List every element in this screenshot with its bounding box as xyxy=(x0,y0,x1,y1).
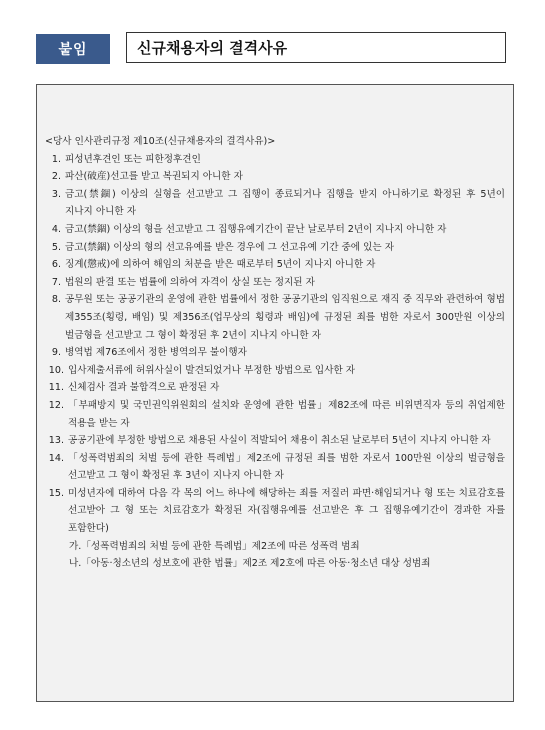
regulation-heading: <당사 인사관리규정 제10조(신규채용자의 결격사유)> xyxy=(45,136,276,147)
item-number: 4. xyxy=(51,223,61,235)
item-text: 「부패방지 및 국민권익위원회의 설치와 운영에 관한 법률」제82조에 따른 비위면직자 등의 취업제한 적용을 받는 자 xyxy=(68,399,505,429)
item-text: 피성년후견인 또는 피한정후견인 xyxy=(65,153,201,165)
item-number: 12. xyxy=(48,399,64,411)
item-number: 2. xyxy=(51,171,61,183)
item-text: 금고(禁錮) 이상의 형을 선고받고 그 집행유예기간이 끝난 날로부터 2년이 지나지 아니한 자 xyxy=(65,223,447,235)
item-text: 징계(懲戒)에 의하여 해임의 처분을 받은 때로부터 5년이 지나지 아니한 자 xyxy=(65,259,376,271)
item-text: 신체검사 결과 불합격으로 판정된 자 xyxy=(68,382,220,394)
item-number: 7. xyxy=(51,276,61,288)
content-panel xyxy=(36,84,514,702)
list-item xyxy=(45,274,505,292)
item-number: 11. xyxy=(48,382,64,394)
item-text: 금고(禁錮) 이상의 형의 선고유예를 받은 경우에 그 선고유예 기간 중에 있는 자 xyxy=(65,241,394,253)
item-text: 금고(禁錮) 이상의 실형을 선고받고 그 집행이 종료되거나 집행을 받지 아니하기로 확정된 후 5년이 지나지 아니한 자 xyxy=(65,188,505,218)
item-number: 13. xyxy=(48,435,64,447)
document-title-box xyxy=(126,32,506,63)
sub-item: 나.「아동·청소년의 성보호에 관한 법률」제2조 제2호에 따른 아동·청소년 대상 성범죄 xyxy=(69,558,431,570)
document-title: 신규채용자의 결격사유 xyxy=(137,39,288,57)
list-item xyxy=(45,151,505,169)
regulation-text xyxy=(45,133,505,573)
list-item xyxy=(45,485,505,538)
list-item xyxy=(45,362,505,380)
item-text: 입사제출서류에 허위사실이 발견되었거나 부정한 방법으로 입사한 자 xyxy=(68,364,356,376)
item-text: 미성년자에 대하여 다음 각 목의 어느 하나에 해당하는 죄를 저질러 파면·해임되거나 형 또는 치료감호를 선고받아 그 형 또는 치료감호가 확정된 자(집행유예를 선고받은 후 그 집행유예기간이 경과한 자를 포함한다) xyxy=(68,487,505,535)
item-number: 1. xyxy=(51,153,61,165)
list-item xyxy=(45,344,505,362)
list-item xyxy=(45,168,505,186)
list-item xyxy=(45,186,505,221)
list-item xyxy=(45,239,505,257)
item-text: 병역법 제76조에서 정한 병역의무 불이행자 xyxy=(65,347,247,359)
list-item xyxy=(45,256,505,274)
item-text: 법원의 판결 또는 법률에 의하여 자격이 상실 또는 정지된 자 xyxy=(65,276,315,288)
list-item xyxy=(45,291,505,344)
item-text: 공무원 또는 공공기관의 운영에 관한 법률에서 정한 공공기관의 임직원으로 재직 중 직무와 관련하여 형법 제355조(횡령, 배임) 및 제356조(업무상의 횡령과 배임)에 규정된 죄를 범한 자로서 300만원 이상의 벌금형을 선고받고 그 형이 확정된 후 2년이 지나지 아니한 자 xyxy=(65,294,505,341)
list-item xyxy=(45,221,505,239)
item-number: 5. xyxy=(51,241,61,253)
list-item xyxy=(45,432,505,450)
item-text: 「성폭력범죄의 처벌 등에 관한 특례법」제2조에 규정된 죄를 범한 자로서 100만원 이상의 벌금형을 선고받고 그 형이 확정된 후 3년이 지나지 아니한 자 xyxy=(68,452,505,482)
item-number: 8. xyxy=(51,294,61,306)
item-number: 15. xyxy=(48,487,64,499)
item-number: 9. xyxy=(51,347,61,359)
item-number: 6. xyxy=(51,259,61,271)
item-number: 3. xyxy=(51,188,61,200)
item-text: 파산(破産)선고를 받고 복권되지 아니한 자 xyxy=(65,171,243,183)
list-item xyxy=(45,397,505,432)
sub-item: 가.「성폭력범죄의 처벌 등에 관한 특례법」제2조에 따른 성폭력 범죄 xyxy=(69,540,360,552)
list-item xyxy=(45,379,505,397)
item-number: 10. xyxy=(48,364,64,376)
item-text: 공공기관에 부정한 방법으로 채용된 사실이 적발되어 채용이 취소된 날로부터 5년이 지나지 아니한 자 xyxy=(68,435,491,447)
item-number: 14. xyxy=(48,452,64,464)
attachment-label: 붙임 xyxy=(36,34,110,64)
list-item xyxy=(45,450,505,485)
